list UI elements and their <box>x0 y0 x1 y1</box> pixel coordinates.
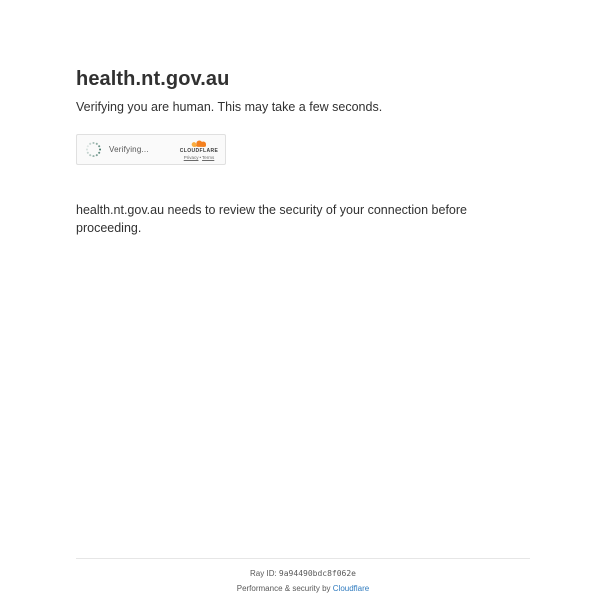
verification-subtitle: Verifying you are human. This may take a few seconds. <box>76 100 383 114</box>
verifying-status-label: Verifying... <box>109 145 149 154</box>
page-title: health.nt.gov.au <box>76 68 230 90</box>
link-separator: • <box>199 154 202 160</box>
spinner-icon <box>86 142 101 157</box>
performance-security-text: Performance & security by <box>236 584 331 593</box>
security-review-text: health.nt.gov.au needs to review the security of your connection before proceeding. <box>76 203 467 236</box>
cloudflare-logo-icon <box>189 139 209 148</box>
cloudflare-brand-name: CLOUDFLARE <box>179 147 219 154</box>
widget-legal-links <box>184 156 215 161</box>
main-content <box>76 67 488 237</box>
turnstile-widget <box>76 134 226 165</box>
ray-id-line <box>76 569 530 578</box>
cloudflare-brand-block <box>178 139 220 161</box>
privacy-link[interactable]: Privacy <box>183 154 199 160</box>
cloudflare-footer-link[interactable]: Cloudflare <box>332 584 370 593</box>
ray-id-value: 9a94490bdc8f062e <box>278 569 356 578</box>
page-footer <box>76 558 530 593</box>
ray-id-label: Ray ID: <box>250 569 277 578</box>
performance-security-line <box>76 584 530 593</box>
terms-link[interactable]: Terms <box>202 154 215 160</box>
